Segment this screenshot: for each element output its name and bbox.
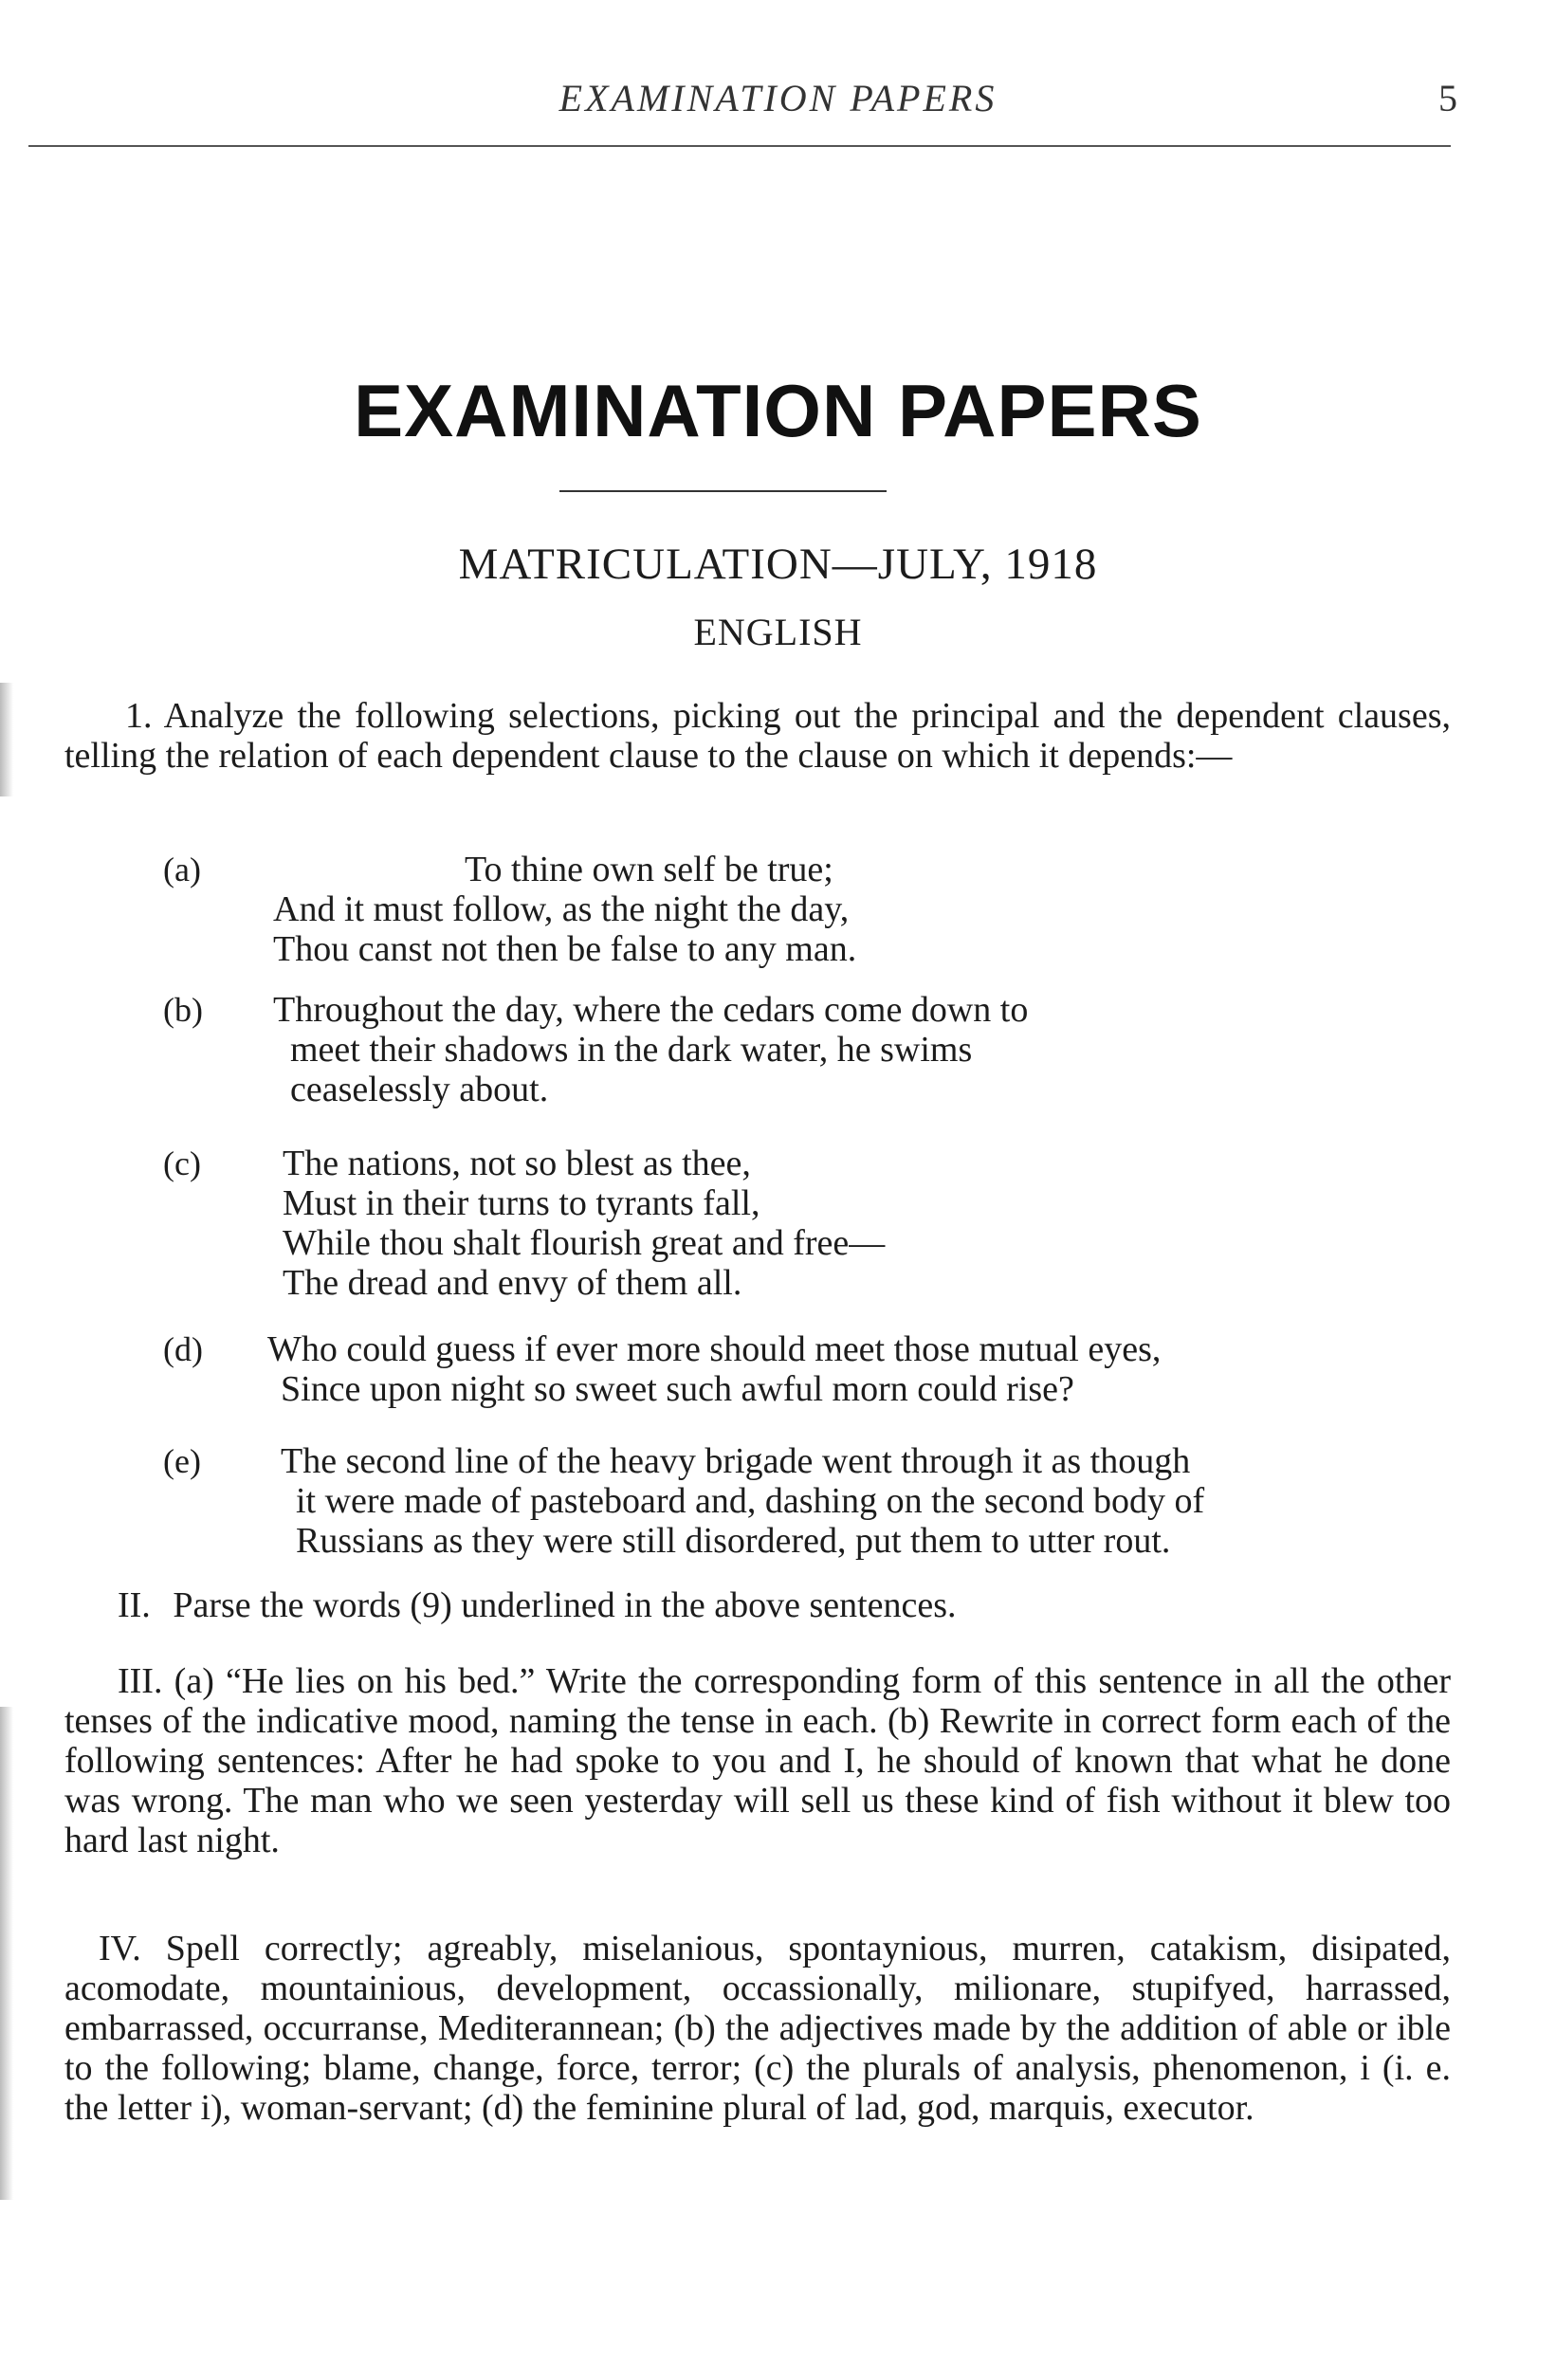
item-line: Since upon night so sweet such awful morn could rise?	[281, 1369, 1074, 1409]
page-edge-shadow	[0, 1707, 13, 2200]
question-2	[118, 1585, 957, 1625]
item-label: (a)	[163, 851, 201, 888]
item-line: While thou shalt flourish great and free—	[283, 1223, 886, 1263]
item-line: Thou canst not then be false to any man.	[273, 929, 857, 969]
question-text: Analyze the following selections, picking out the principal and the dependent clauses, telling the relation of each dependent clause to the clause on which it depends:—	[64, 696, 1452, 776]
question-text: (a) “He lies on his bed.” Write the corresponding form of this sentence in all the other tenses of the indicative mood, naming the tense in each. (b) Rewrite in correct form each of the following sentences: After he had spoke to you and I, he should of known that what he done was wrong. The man who we seen yesterday will sell us these kind of fish without it blew too hard last night.	[64, 1661, 1451, 1860]
question-1	[64, 696, 1451, 776]
question-3	[64, 1661, 1451, 1860]
question-number: III.	[118, 1661, 163, 1701]
item-line: Russians as they were still disordered, put them to utter rout.	[296, 1521, 1171, 1561]
page-number: 5	[1438, 77, 1457, 119]
exam-subtitle: MATRICULATION—JULY, 1918	[458, 540, 1098, 589]
item-line: To thine own self be true;	[465, 850, 833, 889]
item-label: (c)	[163, 1144, 201, 1182]
question-number: IV.	[99, 1929, 141, 1968]
page-edge-shadow	[0, 683, 13, 796]
question-number: 1.	[125, 696, 153, 736]
item-line: ceaselessly about.	[290, 1070, 549, 1109]
running-header	[0, 76, 1556, 133]
item-line: The second line of the heavy brigade went through it as though	[281, 1441, 1191, 1481]
item-line: Must in their turns to tyrants fall,	[283, 1183, 760, 1223]
header-rule	[28, 145, 1451, 147]
item-line: Throughout the day, where the cedars come down to	[273, 990, 1029, 1030]
item-line: meet their shadows in the dark water, he swims	[290, 1030, 973, 1070]
item-line: The dread and envy of them all.	[283, 1263, 742, 1303]
item-line: it were made of pasteboard and, dashing on the second body of	[296, 1481, 1205, 1521]
question-4	[64, 1929, 1451, 2128]
section-title: ENGLISH	[693, 611, 863, 653]
page-title: EXAMINATION PAPERS	[354, 369, 1202, 452]
question-text: Parse the words (9) underlined in the above sentences.	[173, 1585, 957, 1625]
item-label: (b)	[163, 991, 203, 1029]
title-rule	[559, 490, 887, 492]
item-label: (d)	[163, 1330, 203, 1368]
item-label: (e)	[163, 1442, 201, 1480]
item-line: The nations, not so blest as thee,	[283, 1144, 751, 1183]
question-text: Spell correctly; agreably, miselanious, spontaynious, murren, catakism, disipated, acomodate, mountainious, development, occassionally, milionare, stupifyed, harrassed, embarrassed, occurranse, Mediterannean; (b) the adjectives made by the addition of able or ible to the following; blame, change, force, terror; (c) the plurals of analysis, phenomenon, i (i. e. the letter i), woman-servant; (d) the feminine plural of lad, god, marquis, executor.	[64, 1929, 1452, 2128]
item-line: And it must follow, as the night the day,	[273, 889, 850, 929]
item-line: Who could guess if ever more should meet those mutual eyes,	[267, 1329, 1162, 1369]
question-number: II.	[118, 1585, 151, 1625]
running-title: EXAMINATION PAPERS	[558, 77, 998, 119]
